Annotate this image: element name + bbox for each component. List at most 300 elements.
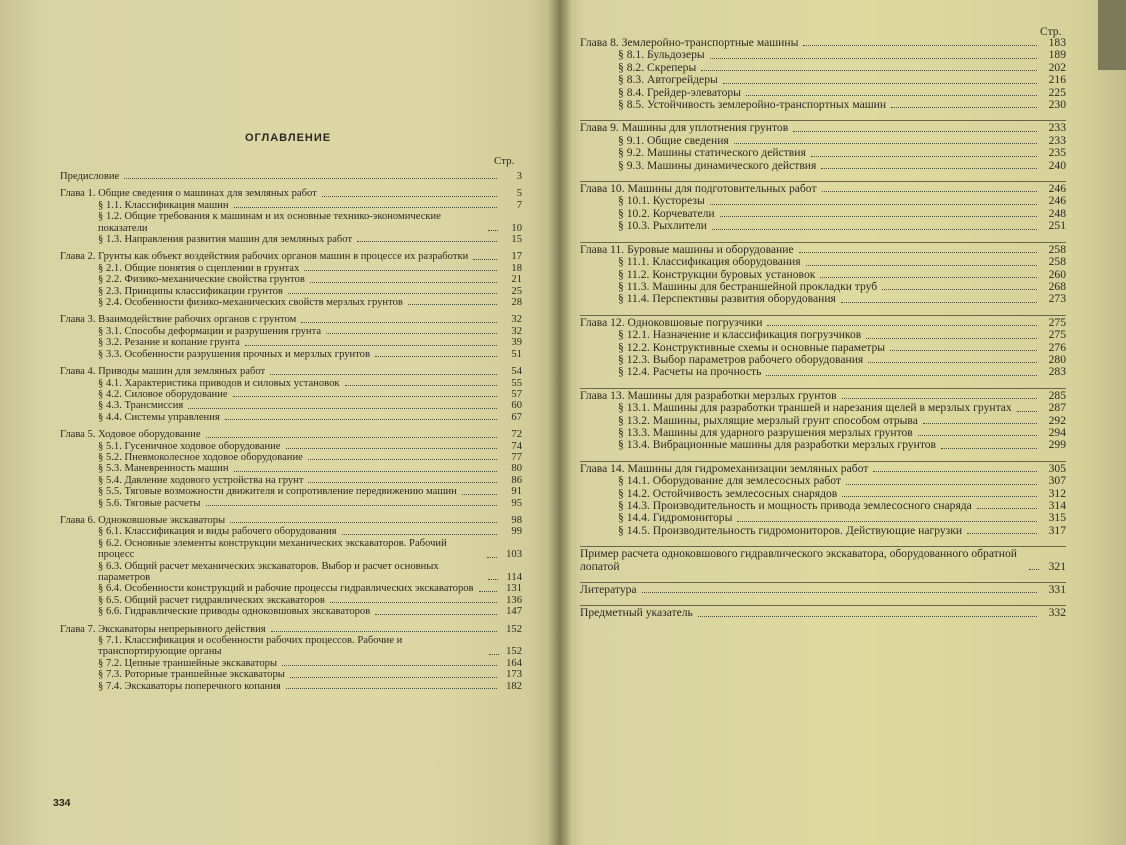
toc-page-number: 280 [1048,352,1066,366]
toc-leader-dots [286,688,497,689]
toc-leader-dots [330,602,497,603]
toc-section-entry [60,681,522,692]
toc-page-number: 136 [506,594,522,606]
toc-leader-dots [282,665,497,666]
toc-entry-title: Глава 13. Машины для разработки мерзлых грунтов [580,388,837,402]
toc-leader-dots [767,325,1037,326]
toc-leader-dots [230,522,497,523]
toc-section-entry [580,366,1066,378]
toc-entry-title: § 3.3. Особенности разрушения прочных и мерзлых грунтов [98,348,370,360]
toc-entry-title: § 5.4. Давление ходового устройства на грунт [98,474,304,486]
toc-section-entry [60,400,522,411]
toc-section-entry [580,220,1066,232]
toc-entry-title: § 2.2. Физико-механические свойства грунтов [98,274,305,286]
toc-entry-title: § 7.4. Экскаваторы поперечного копания [98,680,281,692]
toc-leader-dots [873,471,1037,472]
toc-entry-title: § 13.1. Машины для разработки траншей и нарезания щелей в мерзлых грунтах [618,401,1012,415]
toc-page-number: 60 [511,400,522,412]
toc-leader-dots [821,168,1037,169]
toc-entry-title: § 6.3. Общий расчет механических экскаваторов. Выбор и расчет основных параметров [98,560,439,583]
toc-leader-dots [342,534,497,535]
toc-page-number: 183 [1048,36,1066,49]
toc-entry-title: § 6.1. Классификация и виды рабочего оборудования [98,526,337,538]
toc-entry-title: § 5.1. Гусеничное ходовое оборудование [98,440,281,452]
toc-section-entry [580,49,1066,61]
toc-page-number: 240 [1048,158,1066,172]
toc-gap [580,537,1066,543]
toc-page-number: 299 [1048,438,1066,452]
toc-page-number: 276 [1048,340,1066,354]
toc-page-number: 173 [506,669,522,681]
toc-leader-dots [811,156,1037,157]
toc-leader-dots [866,338,1037,339]
toc-entry-title: § 2.4. Особенности физико-механических свойств мерзлых грунтов [98,297,403,309]
toc-section-entry [60,297,522,308]
toc-leader-dots [489,654,499,655]
toc-leader-dots [803,45,1037,46]
toc-chapter-entry [60,314,522,325]
toc-page-number: 331 [1048,583,1066,597]
toc-entry-title: § 1.3. Направления развития машин для земляных работ [98,234,353,246]
toc-section-entry [60,337,522,348]
toc-entry-title: § 3.2. Резание и копание грунта [98,337,240,349]
toc-leader-dots [375,614,497,615]
toc-entry-title: Глава 4. Приводы машин для земляных работ [60,366,266,378]
toc-page-number: 233 [1048,121,1066,135]
toc-chapter-entry [60,188,522,199]
toc-page-number: 202 [1048,60,1066,74]
toc-entry-title: Глава 8. Землеройно-транспортные машины [580,36,799,49]
toc-page-number: 3 [516,171,522,182]
toc-entry-title: § 2.3. Принципы классификации грунтов [98,285,283,297]
toc-chapter-entry [580,388,1066,402]
toc-leader-dots [288,293,497,294]
toc-leader-dots [698,616,1037,617]
toc-leader-dots [1017,411,1037,412]
page-column-label: Стр. [494,155,515,167]
toc-section-entry [580,525,1066,537]
book-spine [548,0,572,845]
toc-leader-dots [322,196,497,197]
toc-entry-title: § 1.2. Общие требования к машинам и их основные технико-экономические показатели [98,211,441,234]
toc-page-number: 55 [511,377,522,389]
toc-section-entry [60,475,522,486]
toc-leader-dots [734,143,1037,144]
toc-leader-dots [710,204,1037,205]
toc-entry-title: Глава 7. Экскаваторы непрерывного действия [60,623,266,635]
toc-page-number: 32 [511,314,522,326]
toc-leader-dots [479,591,497,592]
toc-page-number: 21 [511,274,522,286]
toc-page-number: 233 [1048,133,1066,147]
toc-page-number: 292 [1048,413,1066,427]
toc-gap [580,306,1066,312]
toc-entry-title: Глава 1. Общие сведения о машинах для земляных работ [60,188,317,200]
toc-page-number: 152 [506,623,522,635]
toc-entry-title: Глава 9. Машины для уплотнения грунтов [580,121,789,135]
toc-leader-dots [301,322,497,323]
toc-entry-title: § 8.4. Грейдер-элеваторы [618,85,741,99]
toc-entry-title: § 8.2. Скреперы [618,60,697,74]
toc-leader-dots [488,579,498,580]
toc-leader-dots [234,471,497,472]
toc-page-number: 10 [511,222,522,234]
toc-leader-dots [891,107,1037,108]
toc-leader-dots [308,459,497,460]
toc-page-number: 332 [1048,606,1066,620]
toc-chapter-entry [580,546,1066,573]
toc-chapter-entry [580,242,1066,256]
toc-section-entry [60,526,522,537]
page-title: ОГЛАВЛЕНИЕ [245,132,332,144]
toc-leader-dots [233,396,497,397]
toc-entry-title: § 1.1. Классификация машин [98,199,229,211]
toc-section-entry [60,498,522,509]
toc-entry-title: Глава 6. Одноковшовые экскаваторы [60,514,226,526]
toc-leader-dots [820,277,1037,278]
toc-leader-dots [326,333,497,334]
toc-entry-title: § 14.2. Остойчивость землесосных снарядов [618,486,838,500]
toc-page-number: 28 [511,297,522,309]
toc-leader-dots [206,505,497,506]
toc-gap [580,452,1066,458]
toc-entry-title: § 7.2. Цепные траншейные экскаваторы [98,657,278,669]
toc-section-entry [580,402,1066,414]
toc-chapter-entry [60,624,522,635]
toc-leader-dots [846,484,1037,485]
right-toc [580,37,1066,620]
toc-page-number: 275 [1048,315,1066,329]
toc-section-entry [60,669,522,680]
toc-page-number: 103 [506,549,522,561]
toc-section-entry [580,256,1066,268]
toc-entry-title: § 4.4. Системы управления [98,411,220,423]
toc-leader-dots [967,533,1037,534]
toc-leader-dots [206,437,497,438]
toc-entry-title: Глава 3. Взаимодействие рабочих органов с грунтом [60,314,297,326]
toc-entry-title: § 8.3. Автогрейдеры [618,73,718,87]
toc-leader-dots [270,374,497,375]
toc-chapter-entry [580,582,1066,596]
toc-page-number: 98 [511,514,522,526]
toc-section-entry [60,412,522,423]
toc-page-number: 72 [511,429,522,441]
toc-entry-title: § 14.1. Оборудование для землесосных работ [618,474,841,488]
toc-page-number: 32 [511,325,522,337]
toc-page-number: 99 [511,526,522,538]
toc-page-number: 67 [511,411,522,423]
toc-entry-title: § 10.1. Кусторезы [618,194,705,208]
toc-entry-title: § 9.2. Машины статического действия [618,146,806,160]
toc-entry-title: § 12.2. Конструктивные схемы и основные параметры [618,340,886,354]
toc-section-entry [60,463,522,474]
toc-leader-dots [357,241,497,242]
toc-page-number: 5 [516,188,522,200]
toc-gap [580,596,1066,602]
toc-page-number: 294 [1048,425,1066,439]
toc-page-number: 54 [511,366,522,378]
toc-entry-title: § 12.3. Выбор параметров рабочего оборудования [618,352,864,366]
toc-leader-dots [746,95,1037,96]
toc-page-number: 114 [506,572,522,583]
toc-page-number: 285 [1048,388,1066,402]
toc-entry-title: § 13.2. Машины, рыхлящие мерзлый грунт способом отрыва [618,413,918,427]
toc-leader-dots [408,304,497,305]
toc-entry-title: Глава 2. Грунты как объект воздействия рабочих органов машин в процессе их разработки [60,251,469,263]
background-corner [1098,0,1126,70]
toc-page-number: 15 [511,234,522,246]
toc-section-entry [580,475,1066,487]
toc-chapter-entry [60,366,522,377]
toc-section-entry [580,160,1066,172]
toc-page-number: 317 [1048,523,1066,537]
toc-gap [580,111,1066,117]
toc-leader-dots [737,521,1037,522]
toc-entry-title: § 11.4. Перспективы развития оборудования [618,292,836,306]
toc-chapter-entry [60,251,522,262]
toc-leader-dots [842,496,1037,497]
toc-section-entry [60,349,522,360]
toc-entry-title: § 4.2. Силовое оборудование [98,388,228,400]
toc-entry-title: § 11.3. Машины для бестраншейной прокладки труб [618,279,878,293]
toc-leader-dots [225,419,497,420]
toc-page-number: 315 [1048,511,1066,525]
toc-entry-title: § 13.4. Вибрационные машины для разработки мерзлых грунтов [618,438,937,452]
toc-section-entry [60,561,522,584]
toc-page-number: 235 [1048,146,1066,160]
toc-leader-dots [799,252,1037,253]
toc-page-number: 57 [511,388,522,400]
toc-page-number: 18 [511,262,522,274]
toc-leader-dots [842,398,1037,399]
toc-chapter-entry [580,120,1066,134]
toc-section-entry [580,293,1066,305]
toc-leader-dots [124,178,497,179]
toc-entry-title: § 7.1. Классификация и особенности рабочих процессов. Рабочие и транспортирующие органы [98,635,403,658]
toc-page-number: 86 [511,474,522,486]
toc-entry-title: § 8.5. Устойчивость землеройно-транспортных машин [618,98,887,112]
toc-entry-title: § 4.1. Характеристика приводов и силовых установок [98,377,340,389]
toc-entry-title: § 5.6. Тяговые расчеты [98,497,201,509]
toc-entry-title: § 14.4. Гидромониторы [618,511,733,525]
toc-page-number: 287 [1048,401,1066,415]
toc-leader-dots [923,423,1037,424]
toc-section-entry [580,147,1066,159]
toc-leader-dots [977,508,1037,509]
toc-page-number: 258 [1048,255,1066,269]
toc-leader-dots [868,362,1037,363]
toc-page-number: 95 [511,497,522,509]
page-column-label-right: Стр. [1040,25,1062,38]
toc-section-entry [580,195,1066,207]
toc-section-entry [580,512,1066,524]
toc-section-entry [60,441,522,452]
toc-page-number: 51 [511,348,522,360]
toc-entry-title: § 9.3. Машины динамического действия [618,158,817,172]
toc-entry-title: § 12.1. Назначение и классификация погрузчиков [618,328,862,342]
toc-leader-dots [310,282,497,283]
toc-leader-dots [488,230,498,231]
toc-page-number: 268 [1048,279,1066,293]
toc-leader-dots [712,229,1037,230]
toc-leader-dots [271,631,497,632]
toc-page-number: 216 [1048,73,1066,87]
page-number: 334 [53,797,71,809]
toc-section-entry [60,595,522,606]
toc-entry-title: Глава 10. Машины для подготовительных работ [580,182,817,196]
toc-section-entry [60,378,522,389]
toc-entry-title: § 5.3. Маневренность машин [98,463,229,475]
toc-page-number: 305 [1048,461,1066,475]
toc-section-entry [60,538,522,561]
toc-page-number: 25 [511,285,522,297]
toc-leader-dots [720,216,1037,217]
toc-section-entry [60,389,522,400]
toc-section-entry [60,486,522,497]
toc-leader-dots [841,302,1037,303]
toc-section-entry [60,658,522,669]
toc-section-entry [580,74,1066,86]
toc-entry-title: § 11.2. Конструкции буровых установок [618,267,816,281]
toc-entry-title: § 9.1. Общие сведения [618,133,729,147]
toc-page-number: 77 [511,451,522,463]
toc-section-entry [580,99,1066,111]
toc-leader-dots [890,350,1037,351]
toc-entry-title: § 12.4. Расчеты на прочность [618,365,762,379]
toc-leader-dots [723,83,1037,84]
toc-entry-title: § 6.6. Гидравлические приводы одноковшовых экскаваторов [98,606,371,618]
toc-section-entry [60,263,522,274]
toc-entry-title: § 7.3. Роторные траншейные экскаваторы [98,669,285,681]
toc-page-number: 91 [511,486,522,498]
toc-gap [580,379,1066,385]
toc-page-number: 275 [1048,328,1066,342]
toc-leader-dots [701,70,1037,71]
toc-leader-dots [473,259,497,260]
toc-chapter-entry [580,461,1066,475]
toc-leader-dots [941,448,1037,449]
toc-entry-title: § 14.5. Производительность гидромониторов. Действующие нагрузки [618,523,963,537]
toc-leader-dots [462,494,497,495]
toc-entry-title: Пример расчета одноковшового гидравлического экскаватора, оборудованного обратной лопатой [580,547,1017,573]
toc-entry-title: Предисловие [60,171,120,182]
toc-leader-dots [290,677,497,678]
toc-entry-title: Глава 14. Машины для гидромеханизации земляных работ [580,461,869,475]
toc-leader-dots [308,482,497,483]
toc-page-number: 246 [1048,194,1066,208]
toc-entry-title: § 3.1. Способы деформации и разрушения грунта [98,325,322,337]
toc-leader-dots [793,131,1037,132]
toc-chapter-entry [60,171,522,182]
toc-section-entry [60,583,522,594]
toc-chapter-entry [60,429,522,440]
toc-section-entry [60,211,522,234]
toc-leader-dots [1029,569,1039,570]
toc-leader-dots [710,58,1037,59]
toc-entry-title: § 5.2. Пневмоколесное ходовое оборудование [98,451,303,463]
toc-entry-title: Предметный указатель [580,606,693,620]
toc-section-entry [60,606,522,617]
toc-page-number: 321 [1048,559,1066,573]
toc-entry-title: § 2.1. Общие понятия о сцеплении в грунтах [98,262,300,274]
toc-leader-dots [822,191,1037,192]
toc-section-entry [60,274,522,285]
toc-leader-dots [188,408,497,409]
toc-chapter-entry [580,315,1066,329]
toc-leader-dots [245,345,497,346]
toc-gap [580,233,1066,239]
toc-chapter-entry [60,515,522,526]
toc-page-number: 251 [1048,219,1066,233]
toc-entry-title: § 11.1. Классификация оборудования [618,255,801,269]
toc-section-entry [60,234,522,245]
toc-section-entry [580,329,1066,341]
toc-section-entry [580,439,1066,451]
toc-entry-title: § 6.2. Основные элементы конструкции механических экскаваторов. Рабочий процесс [98,537,447,561]
toc-page-number: 164 [506,657,522,669]
toc-page-number: 246 [1048,182,1066,196]
toc-section-entry [60,452,522,463]
toc-entry-title: Глава 11. Буровые машины и оборудование [580,242,794,256]
toc-entry-title: § 10.2. Корчеватели [618,206,715,220]
toc-leader-dots [487,557,497,558]
toc-gap [580,172,1066,178]
toc-leader-dots [304,270,497,271]
toc-section-entry [60,286,522,297]
toc-page-number: 258 [1048,242,1066,256]
toc-page-number: 131 [506,583,522,595]
toc-gap [580,573,1066,579]
toc-leader-dots [234,207,497,208]
toc-page-number: 39 [511,337,522,349]
toc-entry-title: § 13.3. Машины для ударного разрушения мерзлых грунтов [618,425,913,439]
toc-leader-dots [806,265,1037,266]
toc-leader-dots [375,356,497,357]
toc-leader-dots [766,375,1037,376]
toc-leader-dots [642,592,1037,593]
toc-entry-title: § 6.5. Общий расчет гидравлических экскаваторов [98,594,325,606]
toc-entry-title: Глава 5. Ходовое оборудование [60,429,201,441]
toc-entry-title: § 8.1. Бульдозеры [618,48,705,62]
left-toc [60,171,522,692]
toc-page-number: 17 [511,251,522,263]
toc-page-number: 152 [506,646,522,658]
toc-page-number: 307 [1048,474,1066,488]
toc-chapter-entry [580,181,1066,195]
toc-page-number: 189 [1048,48,1066,62]
toc-page-number: 147 [506,606,522,618]
toc-entry-title: Литература [580,583,637,597]
toc-section-entry [60,635,522,658]
toc-leader-dots [345,385,497,386]
toc-page-number: 7 [516,199,522,211]
toc-section-entry [60,200,522,211]
toc-page-number: 225 [1048,85,1066,99]
toc-page-number: 74 [511,440,522,452]
toc-leader-dots [286,448,498,449]
toc-entry-title: § 10.3. Рыхлители [618,219,708,233]
toc-entry-title: Глава 12. Одноковшовые погрузчики [580,315,763,329]
toc-entry-title: § 4.3. Трансмиссия [98,400,184,412]
toc-entry-title: § 6.4. Особенности конструкций и рабочие процессы гидравлических экскаваторов [98,583,474,595]
toc-page-number: 248 [1048,206,1066,220]
toc-page-number: 182 [506,680,522,692]
toc-page-number: 314 [1048,499,1066,512]
toc-leader-dots [918,435,1037,436]
toc-entry-title: § 14.3. Производительность и мощность привода землесосного снаряда [618,499,972,512]
toc-chapter-entry [580,605,1066,619]
toc-page-number: 80 [511,463,522,475]
